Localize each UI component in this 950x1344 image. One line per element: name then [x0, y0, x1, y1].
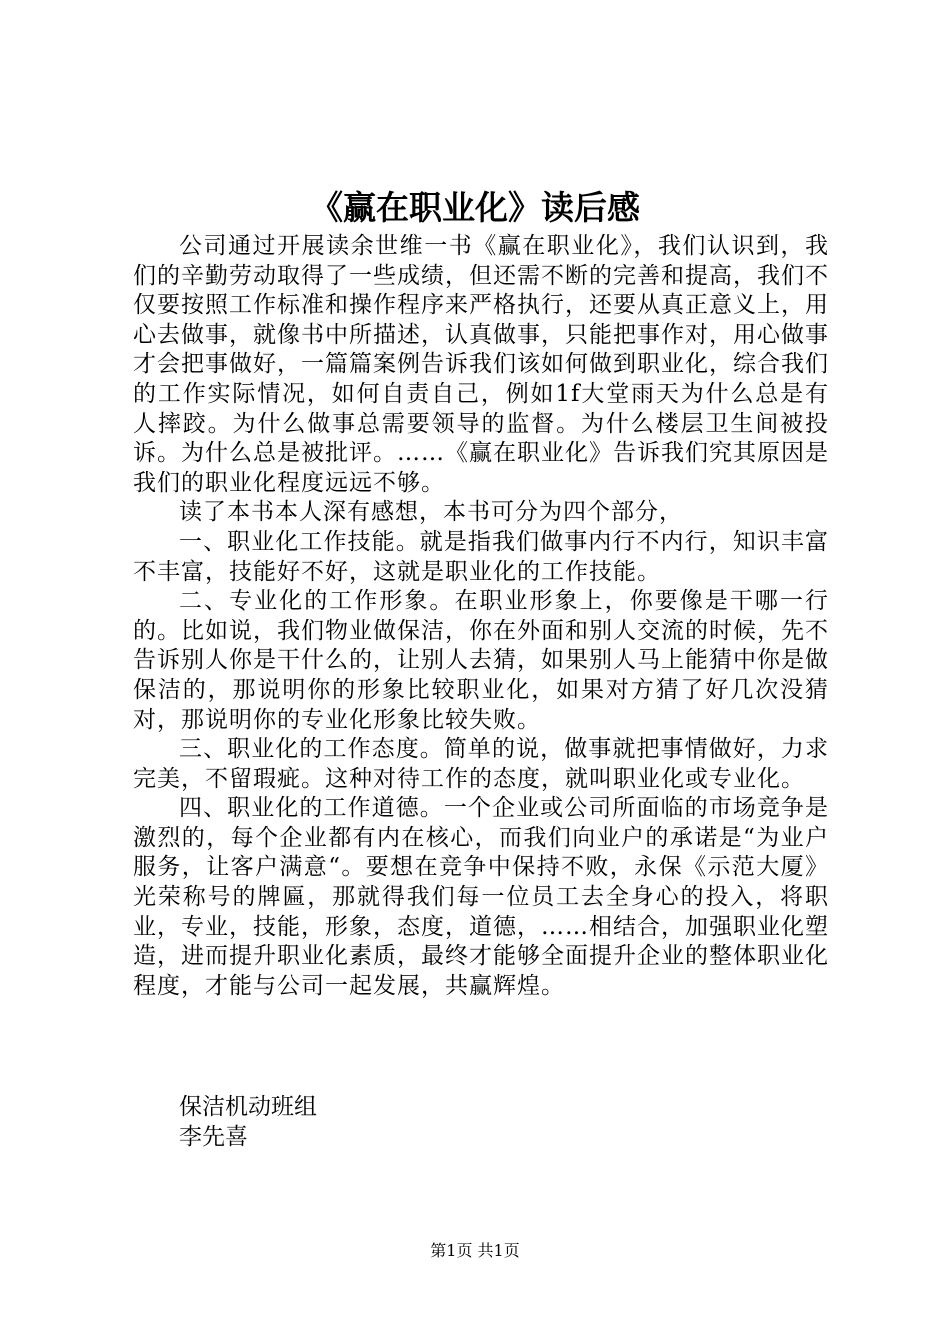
page-footer: 第1页 共1页 [430, 1241, 520, 1260]
signature-team: 保洁机动班组 [179, 1094, 317, 1120]
signature-block [179, 1093, 317, 1152]
paragraph-intro: 公司通过开展读余世维一书《赢在职业化》，我们认识到，我们的辛勤劳动取得了一些成绩，但还需不断的完善和提高，我们不仅要按照工作标准和操作程序来严格执行，还要从真正意义上，用心去做事，就像书中所描述，认真做事，只能把事作对，用心做事才会把事做好，一篇篇案例告诉我们该如何做到职业化，综合我们的工作实际情况，如何自责自己，例如1f大堂雨天为什么总是有人摔跤。为什么做事总需要领导的监督。为什么楼层卫生间被投诉。为什么总是被批评。……《赢在职业化》告诉我们究其原因是我们的职业化程度远远不够。 [133, 233, 829, 496]
signature-name: 李先喜 [179, 1123, 248, 1150]
paragraph-part-two: 二、专业化的工作形象。在职业形象上，你要像是干哪一行的。比如说，我们物业做保洁，你在外面和别人交流的时候，先不告诉别人你是干什么的，让别人去猜，如果别人马上能猜中你是做保洁的，那说明你的形象比较职业化，如果对方猜了好几次没猜对，那说明你的专业化形象比较失败。 [133, 588, 829, 733]
document-title: 《赢在职业化》读后感 [310, 188, 640, 227]
paragraph-part-four: 四、职业化的工作道德。一个企业或公司所面临的市场竞争是激烈的，每个企业都有内在核心，而我们向业户的承诺是“为业户服务，让客户满意“。要想在竞争中保持不败，永保《示范大厦》光荣称号的牌匾，那就得我们每一位员工去全身心的投入，将职业，专业，技能，形象，态度，道德，……相结合，加强职业化塑造，进而提升职业化素质，最终才能够全面提升企业的整体职业化程度，才能与公司一起发展，共赢辉煌。 [133, 795, 829, 999]
document-body [133, 232, 829, 1001]
paragraph-part-three: 三、职业化的工作态度。简单的说，做事就把事情做好，力求完美，不留瑕疵。这种对待工作的态度，就叫职业化或专业化。 [133, 736, 829, 792]
paragraph-part-one: 一、职业化工作技能。就是指我们做事内行不内行，知识丰富不丰富，技能好不好，这就是职业化的工作技能。 [133, 528, 829, 585]
paragraph-overview: 读了本书本人深有感想，本书可分为四个部分， [179, 499, 683, 526]
